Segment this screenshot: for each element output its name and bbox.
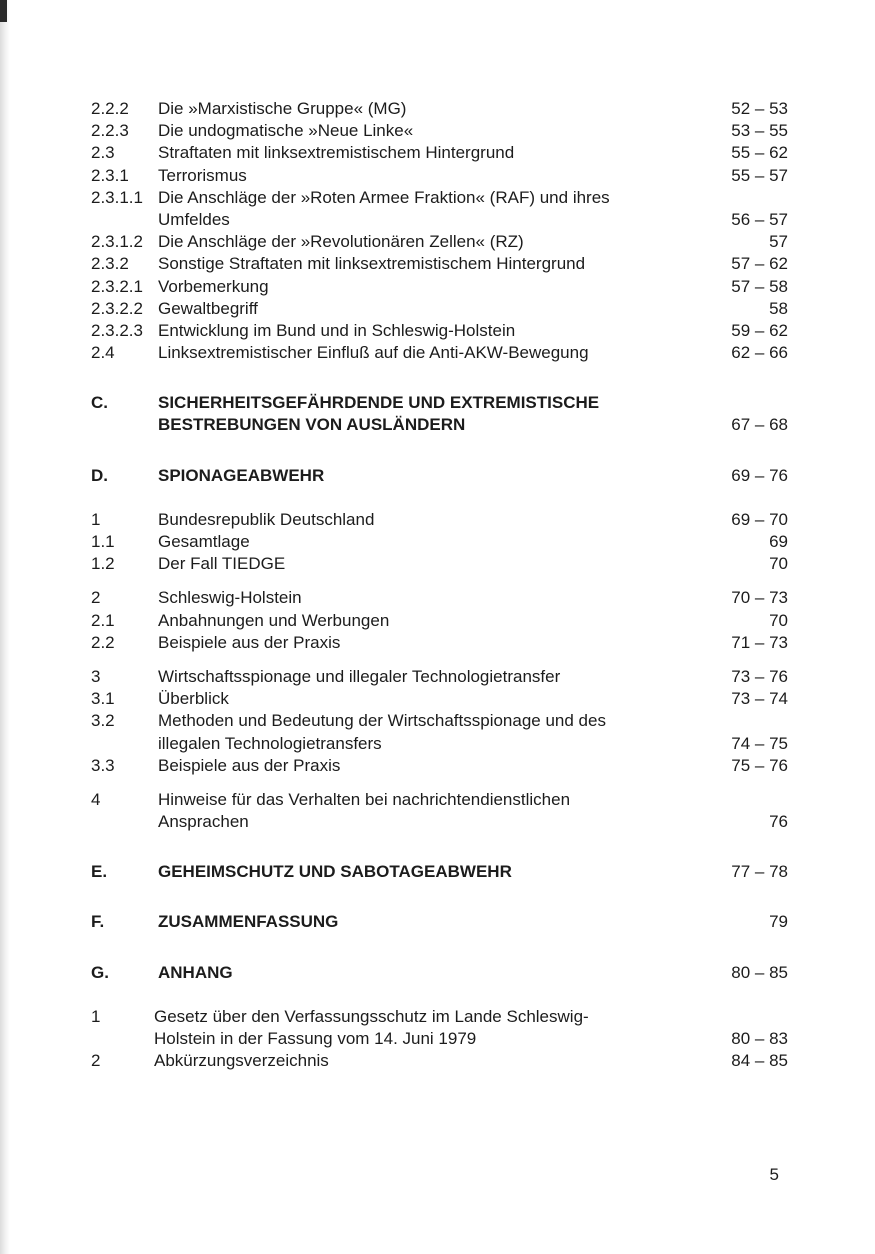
toc-entry: 1.1 Gesamtlage 69 (91, 532, 788, 551)
toc-entry: 2.3.1.1 Die Anschläge der »Roten Armee Fraktion« (RAF) und ihres (91, 187, 610, 207)
toc-group-d1 (91, 509, 788, 576)
toc-section-e (91, 861, 788, 883)
toc-section-heading-continuation: BESTREBUNGEN VON AUSLÄNDERN 67 – 68 (158, 415, 788, 435)
toc-group-d3 (91, 666, 788, 777)
toc-entry-continuation: illegalen Technologietransfers 74 – 75 (158, 733, 788, 753)
toc-entry: 2.3.2.1 Vorbemerkung 57 – 58 (91, 276, 788, 296)
toc-entry-continuation: Ansprachen 76 (158, 812, 788, 832)
toc-section-c (91, 392, 788, 436)
table-of-contents (91, 98, 788, 1072)
toc-entry: 2.3.2 Sonstige Straftaten mit linksextremistischem Hintergrund 57 – 62 (91, 254, 788, 274)
toc-section-d (91, 465, 788, 487)
toc-section-heading: D. SPIONAGEABWEHR 69 – 76 (91, 465, 788, 485)
toc-section-heading: G. ANHANG 80 – 85 (91, 962, 788, 982)
toc-entry-continuation: Holstein in der Fassung vom 14. Juni 1979 80 – 83 (154, 1029, 788, 1048)
toc-entry: 4 Hinweise für das Verhalten bei nachrichtendienstlichen (91, 789, 571, 809)
toc-entry: 2.2.3 Die undogmatische »Neue Linke« 53 – 55 (91, 121, 788, 141)
toc-entry: 2.3.1.2 Die Anschläge der »Revolutionären Zellen« (RZ) 57 (91, 232, 788, 252)
toc-entry: 2 Schleswig-Holstein 70 – 73 (91, 588, 788, 608)
toc-section-heading: E. GEHEIMSCHUTZ UND SABOTAGEABWEHR 77 – 78 (91, 862, 788, 882)
toc-group-d4 (91, 789, 788, 833)
toc-entry: 3.1 Überblick 73 – 74 (91, 689, 788, 709)
toc-entry: 2.2.2 Die »Marxistische Gruppe« (MG) 52 – 53 (91, 99, 788, 118)
toc-entry: 2.3.2.2 Gewaltbegriff 58 (91, 298, 788, 318)
toc-entry: 2.4 Linksextremistischer Einfluß auf die Anti-AKW-Bewegung 62 – 66 (91, 343, 788, 363)
toc-section-heading: F. ZUSAMMENFASSUNG 79 (91, 912, 788, 932)
page-number: 5 (769, 1165, 779, 1184)
toc-group-g (91, 1006, 788, 1073)
toc-entry: 2.2 Beispiele aus der Praxis 71 – 73 (91, 632, 788, 652)
toc-entry: 2.1 Anbahnungen und Werbungen 70 (91, 610, 788, 630)
toc-entry: 1 Gesetz über den Verfassungsschutz im Lande Schleswig- (91, 1006, 589, 1026)
toc-section-g (91, 962, 788, 984)
toc-entry-continuation: Umfeldes 56 – 57 (158, 209, 788, 229)
toc-entry: 3.3 Beispiele aus der Praxis 75 – 76 (91, 755, 788, 775)
toc-group-d2 (91, 587, 788, 654)
page-corner-mark (0, 0, 7, 22)
toc-section-f (91, 911, 788, 933)
toc-entry: 3.2 Methoden und Bedeutung der Wirtschaftsspionage und des (91, 711, 606, 731)
toc-entry: 1.2 Der Fall TIEDGE 70 (91, 554, 788, 574)
toc-entry: 2.3.2.3 Entwicklung im Bund und in Schleswig-Holstein 59 – 62 (91, 320, 788, 340)
toc-entry: 1 Bundesrepublik Deutschland 69 – 70 (91, 509, 788, 529)
page-edge-shadow (0, 0, 10, 1254)
toc-entry: 2.3.1 Terrorismus 55 – 57 (91, 165, 788, 185)
toc-group-2 (91, 98, 788, 364)
toc-section-heading: C. SICHERHEITSGEFÄHRDENDE UND EXTREMISTISCHE (91, 393, 600, 413)
toc-entry: 2 Abkürzungsverzeichnis 84 – 85 (91, 1051, 788, 1071)
toc-entry: 2.3 Straftaten mit linksextremistischem Hintergrund 55 – 62 (91, 143, 788, 163)
toc-entry: 3 Wirtschaftsspionage und illegaler Technologietransfer 73 – 76 (91, 666, 788, 686)
